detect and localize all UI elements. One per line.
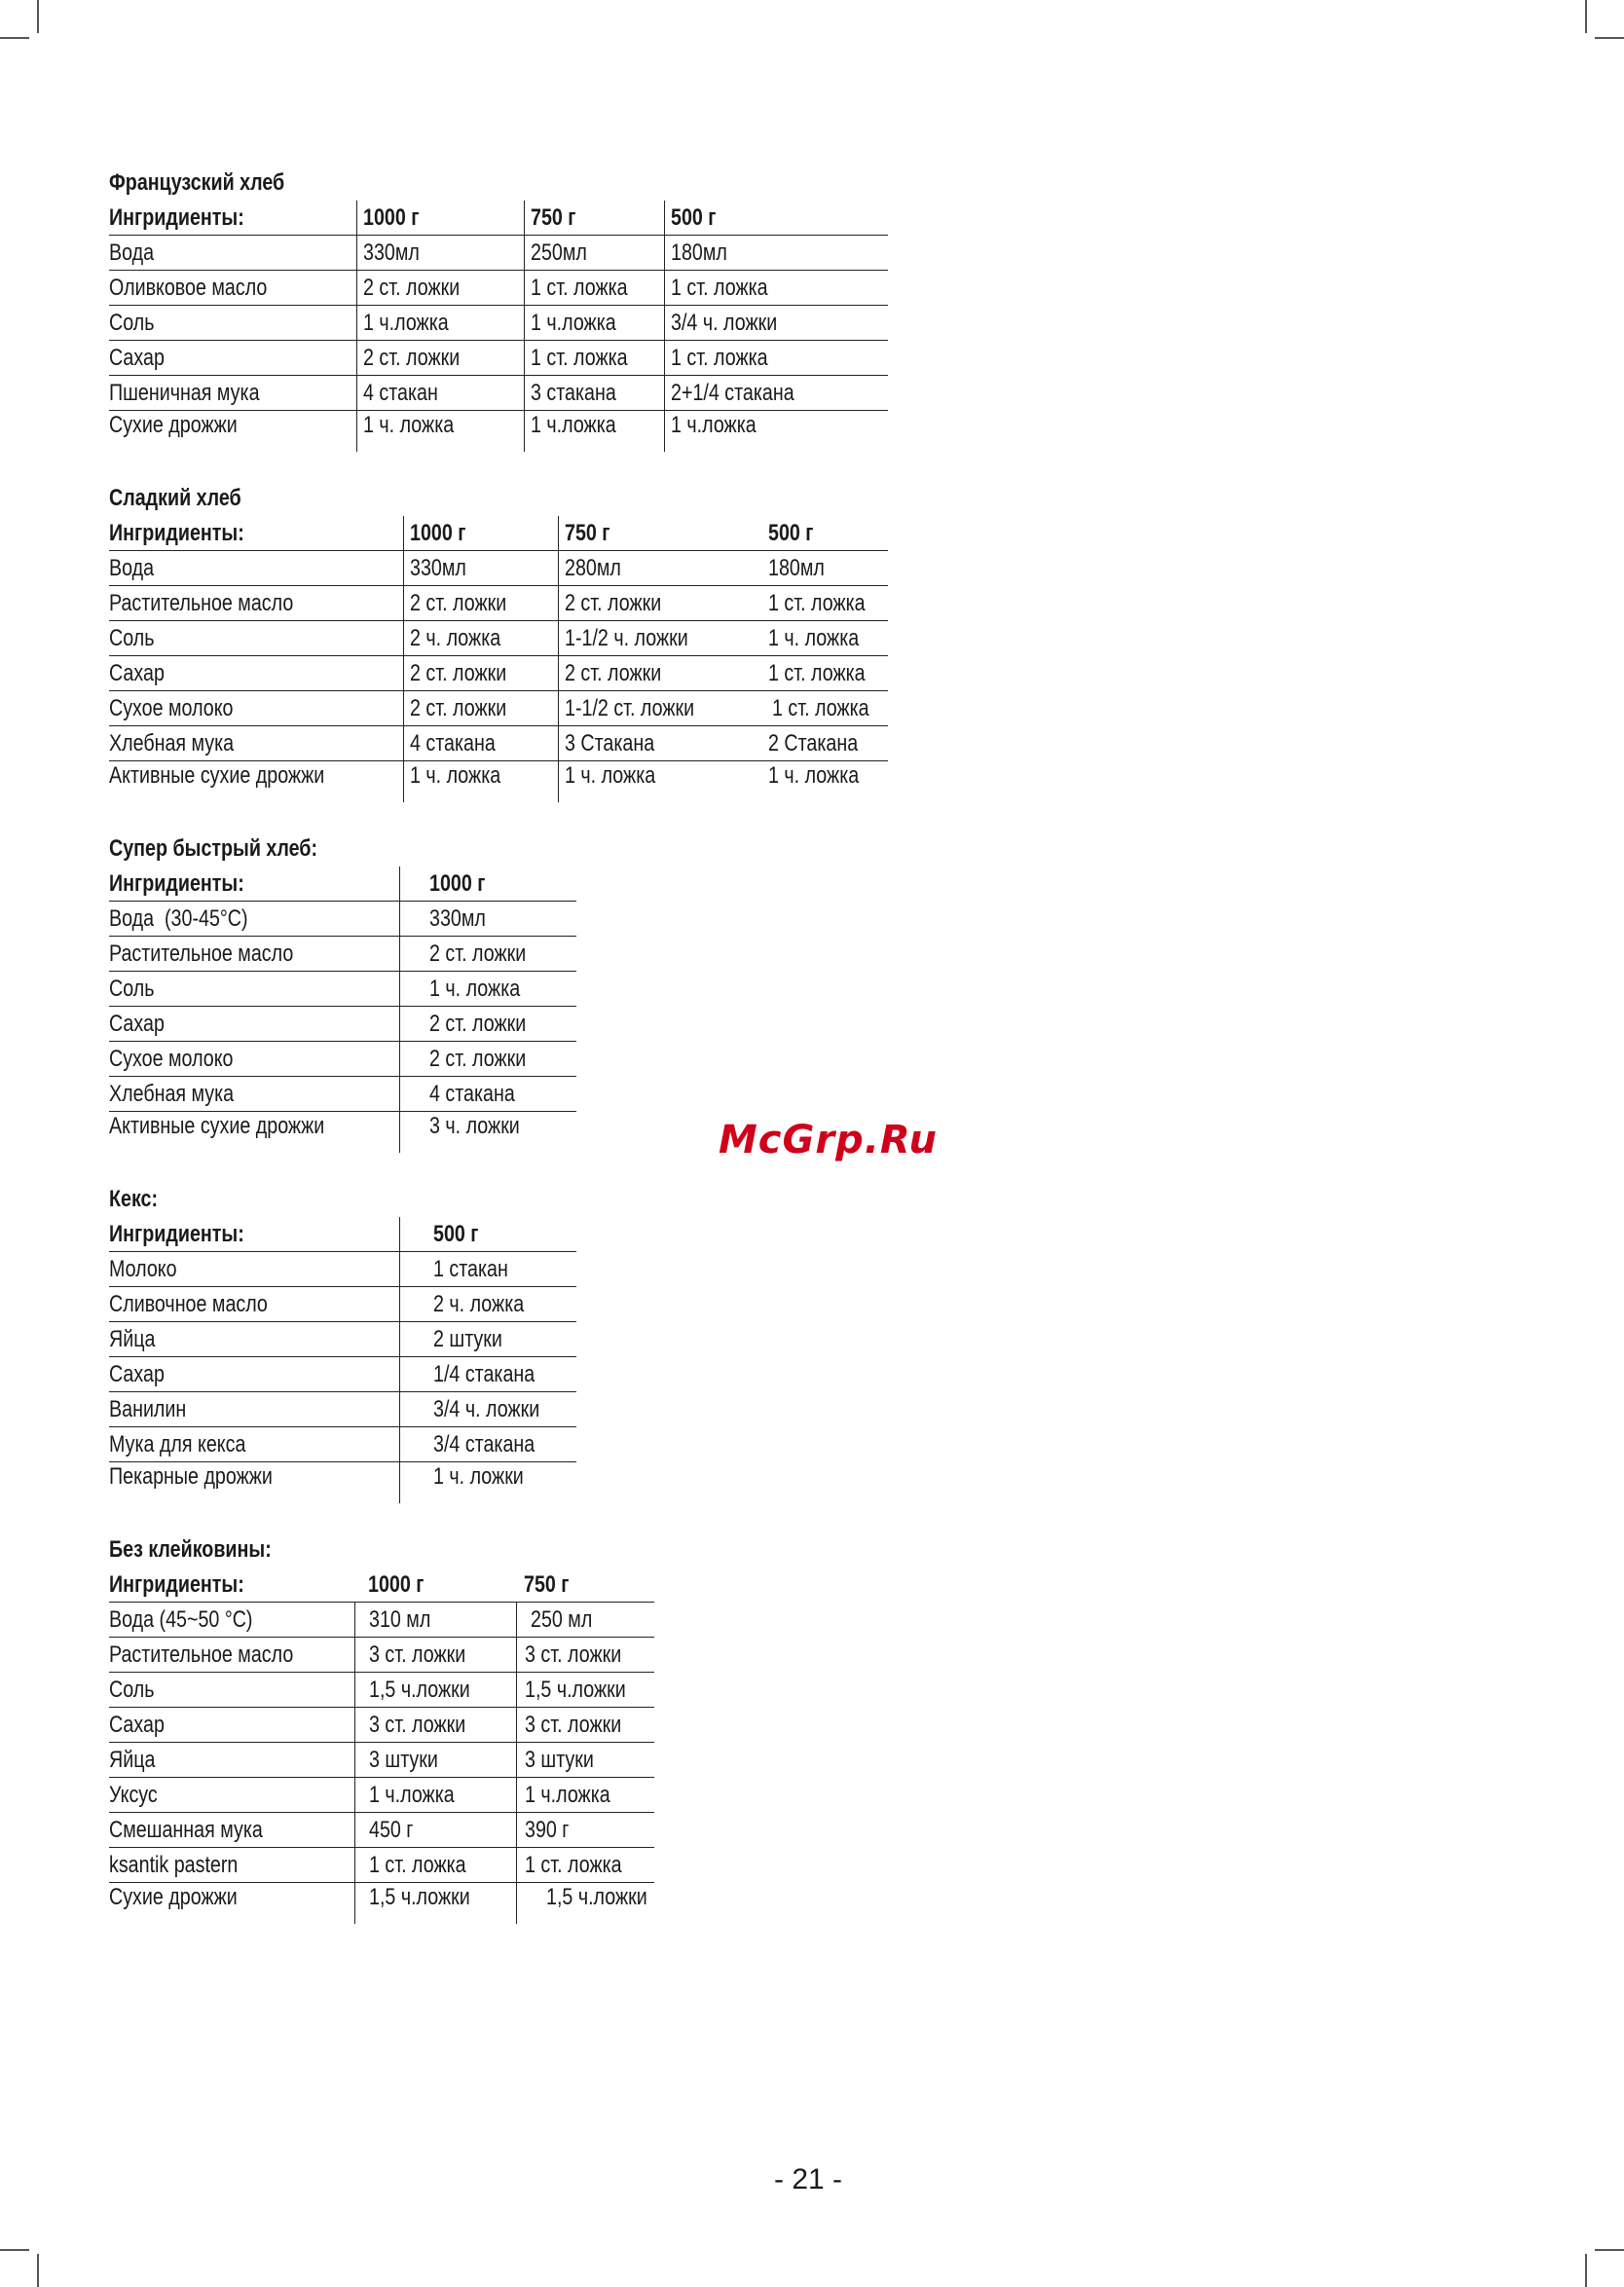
crop-mark <box>1585 2254 1587 2287</box>
ingredient-cell: Молоко <box>109 1256 177 1282</box>
ingredient-cell: Хлебная мука <box>109 1081 235 1107</box>
table-row <box>109 271 888 306</box>
crop-mark <box>37 2254 39 2287</box>
amount-cell: 3 ч. ложки <box>399 1112 576 1154</box>
table-row <box>109 1462 576 1504</box>
amount-cell: 1 ч. ложка <box>403 761 558 803</box>
table-row <box>109 1743 654 1778</box>
crop-mark <box>1595 2249 1624 2251</box>
ingredient-cell: Ванилин <box>109 1396 187 1422</box>
amount-cell: 2 Стакана <box>768 730 859 756</box>
ingredient-cell: Пекарные дрожжи <box>109 1463 273 1490</box>
amount-cell: 1 ст. ложка <box>524 341 664 376</box>
amount-cell: 1 ч.ложка <box>516 1778 654 1813</box>
table-row <box>109 1007 576 1042</box>
table-row <box>109 691 888 726</box>
ingredient-cell: Активные сухие дрожжи <box>109 1113 325 1139</box>
amount-cell: 1 ч. ложка <box>768 762 860 789</box>
table-row <box>109 1638 654 1673</box>
header-cell: Ингридиенты: <box>109 870 244 897</box>
crop-mark <box>37 0 39 33</box>
amount-cell: 2 ст. ложки <box>403 656 558 691</box>
section-title: Супер быстрый хлеб: <box>109 835 318 862</box>
amount-cell: 1 ч. ложка <box>399 972 576 1007</box>
ingredients-table <box>109 867 576 1153</box>
ingredients-table <box>109 1217 576 1503</box>
table-row <box>109 726 888 761</box>
amount-cell: 3 ст. ложки <box>516 1708 654 1743</box>
amount-cell: 250 мл <box>516 1603 654 1638</box>
amount-cell: 1 ст. ложка <box>772 695 869 721</box>
amount-cell: 3 ст. ложки <box>516 1638 654 1673</box>
amount-cell: 1 ч.ложка <box>524 306 664 341</box>
table-row <box>109 1673 654 1708</box>
amount-cell: 1 ст. ложка <box>354 1848 516 1883</box>
table-row <box>109 1042 576 1077</box>
ingredients-table <box>109 201 888 452</box>
amount-cell: 180мл <box>768 555 825 581</box>
amount-cell: 2 штуки <box>399 1322 576 1357</box>
amount-cell: 2 ст. ложки <box>399 1042 576 1077</box>
ingredient-cell: Пшеничная мука <box>109 380 260 406</box>
recipe-cake <box>109 1182 576 1503</box>
table-header-row <box>109 1217 576 1252</box>
amount-cell: 2 ст. ложки <box>399 1007 576 1042</box>
amount-cell: 3 штуки <box>354 1743 516 1778</box>
amount-cell: 2 ст. ложки <box>356 271 524 306</box>
table-row <box>109 1778 654 1813</box>
amount-cell: 3/4 ч. ложки <box>664 306 888 341</box>
recipe-sweet-bread <box>109 481 888 802</box>
ingredient-cell: Растительное масло <box>109 590 294 616</box>
section-title: Кекс: <box>109 1186 159 1212</box>
amount-cell: 1 ч.ложка <box>354 1778 516 1813</box>
amount-cell: 1 ч.ложка <box>664 411 888 453</box>
table-header-row <box>109 867 576 902</box>
table-header-row <box>109 1568 654 1603</box>
watermark: McGrp.Ru <box>719 1118 938 1162</box>
table-row <box>109 1112 576 1154</box>
ingredient-cell: Сахар <box>109 1712 165 1738</box>
ingredient-cell: Соль <box>109 625 155 651</box>
amount-cell: 3 ст. ложки <box>354 1638 516 1673</box>
table-row <box>109 411 888 453</box>
header-cell: 750 г <box>524 1571 570 1598</box>
ingredient-cell: Хлебная мука <box>109 730 235 756</box>
ingredients-table <box>109 1568 654 1924</box>
ingredient-cell: Соль <box>109 976 155 1002</box>
table-row <box>109 621 888 656</box>
header-cell: 500 г <box>664 201 888 236</box>
ingredient-cell: Активные сухие дрожжи <box>109 762 325 789</box>
recipe-french-bread <box>109 166 888 452</box>
ingredient-cell: Оливковое масло <box>109 275 268 301</box>
amount-cell: 4 стакана <box>399 1077 576 1112</box>
ingredient-cell: Сухие дрожжи <box>109 412 238 438</box>
recipe-gluten-free <box>109 1532 654 1924</box>
amount-cell: 1 ст. ложка <box>516 1848 654 1883</box>
table-row <box>109 341 888 376</box>
section-title: Сладкий хлеб <box>109 485 241 511</box>
table-row <box>109 306 888 341</box>
amount-cell: 2 ст. ложки <box>403 691 558 726</box>
amount-cell: 330мл <box>399 902 576 937</box>
amount-cell: 3/4 ч. ложки <box>399 1392 576 1427</box>
amount-cell: 310 мл <box>354 1603 516 1638</box>
ingredient-cell: Яйца <box>109 1326 156 1352</box>
amount-cell: 1 ч. ложка <box>768 625 860 651</box>
amount-cell: 1 ст. ложка <box>768 590 866 616</box>
ingredient-cell: Сахар <box>109 1011 165 1037</box>
amount-cell: 1-1/2 ст. ложки <box>558 691 753 726</box>
ingredient-cell: Вода (45~50 °C) <box>109 1606 253 1633</box>
amount-cell: 450 г <box>354 1813 516 1848</box>
table-header-row <box>109 516 888 551</box>
table-row <box>109 236 888 271</box>
ingredient-cell: Вода <box>109 240 155 266</box>
ingredient-cell: Растительное масло <box>109 941 294 967</box>
amount-cell: 180мл <box>664 236 888 271</box>
amount-cell: 2 ч. ложка <box>399 1287 576 1322</box>
header-cell: 500 г <box>768 520 814 546</box>
header-cell: 1000 г <box>368 1571 424 1598</box>
table-row <box>109 902 576 937</box>
amount-cell: 3/4 стакана <box>399 1427 576 1462</box>
ingredient-cell: Сахар <box>109 1361 165 1387</box>
crop-mark <box>0 37 29 39</box>
ingredient-cell: Смешанная мука <box>109 1817 263 1843</box>
amount-cell: 390 г <box>516 1813 654 1848</box>
amount-cell: 4 стакана <box>403 726 558 761</box>
amount-cell: 1,5 ч.ложки <box>354 1673 516 1708</box>
amount-cell: 2 ч. ложка <box>403 621 558 656</box>
table-row <box>109 972 576 1007</box>
amount-cell: 2 ст. ложки <box>356 341 524 376</box>
ingredient-cell: Сахар <box>109 660 165 686</box>
amount-cell: 330мл <box>403 551 558 586</box>
amount-cell: 1 ч.ложка <box>356 306 524 341</box>
amount-cell: 2 ст. ложки <box>399 937 576 972</box>
table-row <box>109 1077 576 1112</box>
header-cell: 750 г <box>524 201 664 236</box>
amount-cell: 2 ст. ложки <box>558 656 753 691</box>
header-cell: 750 г <box>558 516 753 551</box>
table-row <box>109 1708 654 1743</box>
crop-mark <box>0 2249 29 2251</box>
amount-cell: 3 стакана <box>524 376 664 411</box>
table-row <box>109 1603 654 1638</box>
crop-mark <box>1585 0 1587 33</box>
table-row <box>109 1252 576 1287</box>
amount-cell: 1 ч.ложка <box>524 411 664 453</box>
recipe-super-fast-bread <box>109 831 576 1153</box>
amount-cell: 280мл <box>558 551 753 586</box>
table-row <box>109 1392 576 1427</box>
table-row <box>109 656 888 691</box>
amount-cell: 330мл <box>356 236 524 271</box>
amount-cell: 1 ч. ложка <box>558 761 753 803</box>
ingredient-cell: Сахар <box>109 345 165 371</box>
amount-cell: 1 ст. ложка <box>664 271 888 306</box>
header-cell: Ингридиенты: <box>109 204 244 231</box>
amount-cell: 1 ст. ложка <box>768 660 866 686</box>
amount-cell: 1 ст. ложка <box>524 271 664 306</box>
page-number: - 21 - <box>774 2163 843 2195</box>
table-row <box>109 1287 576 1322</box>
table-row <box>109 1357 576 1392</box>
crop-mark <box>1595 37 1624 39</box>
table-row <box>109 937 576 972</box>
header-cell: 1000 г <box>399 867 576 902</box>
header-cell: Ингридиенты: <box>109 1221 244 1247</box>
ingredient-cell: Сухие дрожжи <box>109 1884 238 1910</box>
amount-cell: 1 ст. ложка <box>664 341 888 376</box>
amount-cell: 1,5 ч.ложки <box>516 1883 654 1925</box>
header-cell: Ингридиенты: <box>109 1571 244 1598</box>
amount-cell: 2 ст. ложки <box>558 586 753 621</box>
ingredient-cell: Мука для кекса <box>109 1431 246 1457</box>
ingredient-cell: Сухое молоко <box>109 1046 234 1072</box>
ingredient-cell: Яйца <box>109 1747 156 1773</box>
amount-cell: 1/4 стакана <box>399 1357 576 1392</box>
amount-cell: 250мл <box>524 236 664 271</box>
header-cell: 1000 г <box>403 516 558 551</box>
amount-cell: 3 штуки <box>516 1743 654 1778</box>
amount-cell: 2 ст. ложки <box>403 586 558 621</box>
amount-cell: 3 Стакана <box>558 726 753 761</box>
table-row <box>109 1427 576 1462</box>
amount-cell: 1 стакан <box>399 1252 576 1287</box>
section-title: Без клейковины: <box>109 1536 272 1563</box>
ingredient-cell: Вода <box>109 555 155 581</box>
amount-cell: 1 ч. ложки <box>399 1462 576 1504</box>
ingredient-cell: Сливочное масло <box>109 1291 268 1317</box>
ingredient-cell: Уксус <box>109 1782 158 1808</box>
amount-cell: 1 ч. ложка <box>356 411 524 453</box>
header-cell: 1000 г <box>356 201 524 236</box>
amount-cell: 1,5 ч.ложки <box>516 1673 654 1708</box>
amount-cell: 3 ст. ложки <box>354 1708 516 1743</box>
section-title: Французский хлеб <box>109 169 285 196</box>
table-header-row <box>109 201 888 236</box>
amount-cell: 1,5 ч.ложки <box>354 1883 516 1925</box>
ingredients-table <box>109 516 888 802</box>
ingredient-cell: Соль <box>109 1677 155 1703</box>
table-row <box>109 586 888 621</box>
header-cell: 500 г <box>399 1217 576 1252</box>
amount-cell: 4 стакан <box>356 376 524 411</box>
ingredient-cell: Растительное масло <box>109 1641 294 1668</box>
header-cell: Ингридиенты: <box>109 520 244 546</box>
table-row <box>109 1322 576 1357</box>
table-row <box>109 1848 654 1883</box>
amount-cell: 2+1/4 стакана <box>664 376 888 411</box>
table-row <box>109 1883 654 1925</box>
ingredient-cell: ksantik pastern <box>109 1852 239 1878</box>
ingredient-cell: Соль <box>109 310 155 336</box>
table-row <box>109 376 888 411</box>
amount-cell: 1-1/2 ч. ложки <box>558 621 753 656</box>
ingredient-cell: Сухое молоко <box>109 695 234 721</box>
ingredient-cell: Вода (30-45°C) <box>109 905 248 932</box>
table-row <box>109 551 888 586</box>
table-row <box>109 1813 654 1848</box>
table-row <box>109 761 888 803</box>
